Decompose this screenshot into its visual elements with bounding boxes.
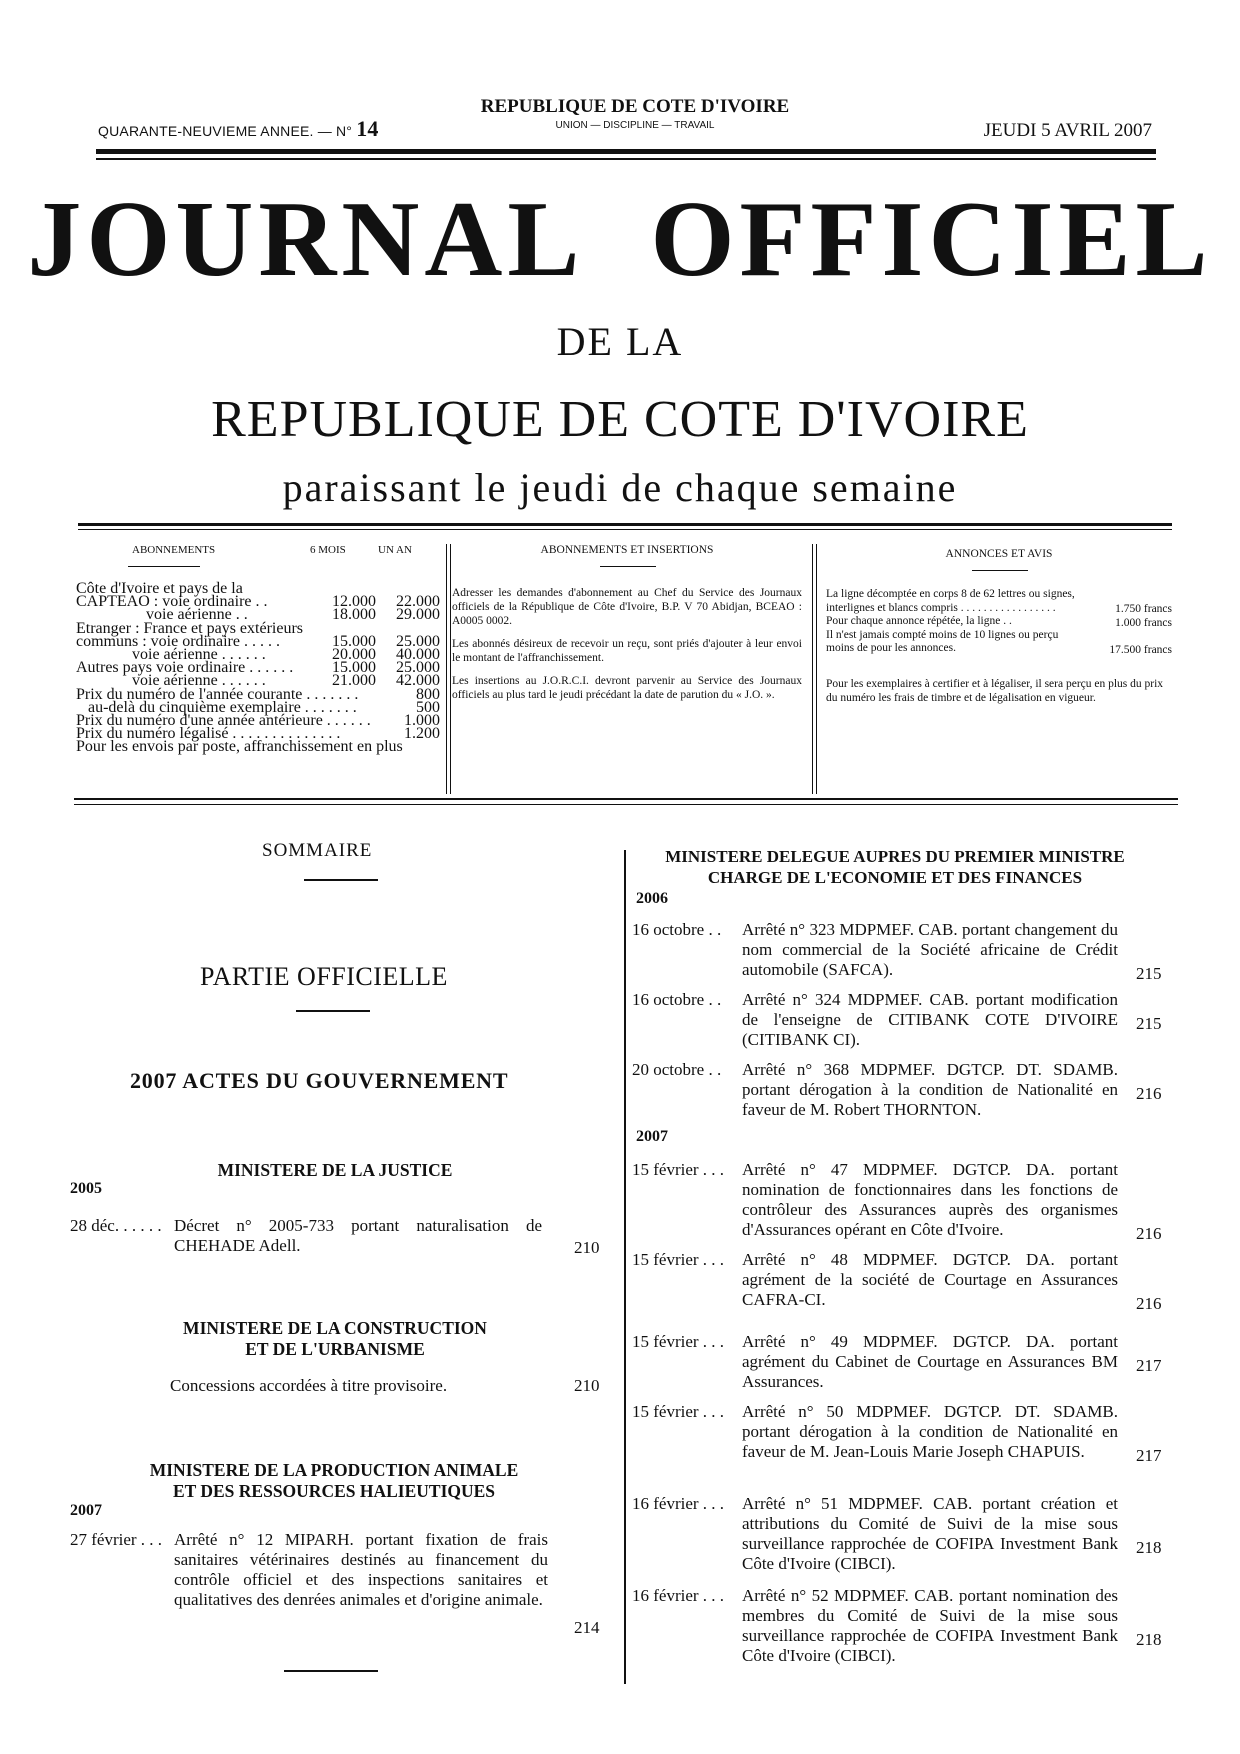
entry-text: Arrêté n° 323 MDPMEF. CAB. portant changement du nom commercial de la Société africaine de Crédit automobile (SAFCA). xyxy=(742,920,1118,979)
entry-text: Arrêté n° 52 MDPMEF. CAB. portant nomination des membres du Comité de Suivi de la mise sous surveillance rapprochée de COFIPA Investment Bank Côte d'Ivoire (CIBCI). xyxy=(742,1586,1118,1665)
partie-rule xyxy=(296,1010,370,1012)
year-2005: 2005 xyxy=(70,1180,102,1197)
economie-entry xyxy=(632,1060,1172,1119)
entry-page: 210 xyxy=(574,1376,600,1395)
box-divider-right-inner xyxy=(816,544,817,794)
journal-title: JOURNAL OFFICIEL xyxy=(27,180,1213,299)
economie-entry xyxy=(632,990,1172,1049)
box-bottom-rule-thin xyxy=(74,804,1178,805)
entry-page: 218 xyxy=(1136,1538,1162,1557)
abonnements-row xyxy=(76,685,440,703)
abonnements-row xyxy=(76,619,440,637)
header-rule-thin xyxy=(96,158,1156,160)
insertions-paragraph-address: Adresser les demandes d'abonnement au Chef du Service des Journaux officiels de la République de Côte d'Ivoire, B.P. V 70 Abidjan, BCEAO : A0005 0002. xyxy=(452,587,802,628)
title-rule xyxy=(78,523,1172,526)
abonnements-row-6mois: 20.000 xyxy=(332,645,376,663)
economie-entry xyxy=(632,1402,1172,1468)
entry-text: Arrêté n° 324 MDPMEF. CAB. portant modification de l'enseigne de CITIBANK COTE D'IVOIRE (CITIBANK CI). xyxy=(742,990,1118,1049)
box-bottom-rule xyxy=(74,798,1178,800)
entry-date: 16 octobre . . xyxy=(632,990,722,1009)
sommaire-rule xyxy=(304,879,378,881)
entry-text: Arrêté n° 51 MDPMEF. CAB. portant création et attributions du Comité de Suivi de la mise sous surveillance rapprochée de COFIPA Investment Bank Côte d'Ivoire (CIBCI). xyxy=(742,1494,1118,1573)
abonnements-row-label: Pour les envois par poste, affranchissement en plus xyxy=(76,738,403,756)
abonnements-row-label: Côte d'Ivoire et pays de la xyxy=(76,580,243,597)
abonnements-row xyxy=(76,593,440,611)
abonnements-col-1an: UN AN xyxy=(378,544,412,556)
abonnements-row xyxy=(76,606,440,624)
publication-frequency: paraissant le jeudi de chaque semaine xyxy=(282,465,958,510)
ministere-justice: MINISTERE DE LA JUSTICE xyxy=(217,1160,453,1180)
insertions-head-rule xyxy=(600,566,656,567)
entry-page: 215 xyxy=(1136,1014,1162,1033)
abonnements-row-1an: 1.200 xyxy=(404,725,440,743)
entry-date: 15 février . . . xyxy=(632,1402,725,1421)
abonnements-row-label: CAPTEAO : voie ordinaire . . xyxy=(76,593,268,611)
economie-entry xyxy=(632,1250,1172,1316)
abonnements-row xyxy=(76,632,440,650)
issue-year-label: QUARANTE-NEUVIEME ANNEE. — N° xyxy=(98,123,353,139)
entry-page: 215 xyxy=(1136,964,1162,983)
abonnements-row xyxy=(76,672,440,690)
entry-page: 214 xyxy=(574,1618,600,1637)
annonces-avis xyxy=(826,548,1172,705)
abonnements-row-label: Autres pays voie ordinaire . . . . . . xyxy=(76,659,294,677)
abonnements-row-1an: 25.000 xyxy=(396,659,440,677)
abonnements-row xyxy=(76,698,440,716)
entry-date: 16 octobre . . xyxy=(632,920,722,939)
entry-date: 20 octobre . . xyxy=(632,1060,722,1079)
year-2007-right: 2007 xyxy=(636,1128,668,1145)
abonnements-row-label: voie aérienne . . . . . . xyxy=(132,672,266,690)
entry-date: 15 février . . . xyxy=(632,1160,725,1179)
abonnements-row-label: communs : voie ordinaire . . . . . xyxy=(76,632,280,650)
abonnements-row-6mois: 12.000 xyxy=(332,593,376,611)
abonnements-row-1an: 1.000 xyxy=(404,711,440,729)
journal-subtitle-de-la: DE LA xyxy=(556,319,684,364)
abonnements-row-1an: 800 xyxy=(416,685,440,703)
abonnements-row-label: voie aérienne . . xyxy=(146,606,248,624)
abonnements-col-6mois: 6 MOIS xyxy=(310,544,346,556)
entry-text: Arrêté n° 368 MDPMEF. DGTCP. DT. SDAMB. portant dérogation à la condition de Nationalité en faveur de M. Robert THORNTON. xyxy=(742,1060,1118,1119)
annonces-legalisation: Pour les exemplaires à certifier et à légaliser, il sera perçu en plus du prix du numéro les frais de timbre et de légalisation en vigueur. xyxy=(826,677,1164,704)
left-column-end-rule xyxy=(284,1670,378,1672)
entry-text: Arrêté n° 49 MDPMEF. DGTCP. DA. portant agrément du Cabinet de Courtage en Assurances BM Assurances. xyxy=(742,1332,1118,1391)
ministere-production-animale xyxy=(104,1460,564,1502)
entry-date: 15 février . . . xyxy=(632,1250,725,1269)
insertions-paragraph-deadline: Les insertions au J.O.R.C.I. devront parvenir au Service des Journaux officiels au plus tard le jeudi précédant la date de parution du « J.O. ». xyxy=(452,675,802,702)
abonnements-row-label: Etranger : France et pays extérieurs xyxy=(76,619,304,637)
annonces-item-minimum xyxy=(826,629,1172,656)
box-divider-right xyxy=(812,544,813,794)
entry-date: 27 février . . . xyxy=(70,1530,163,1549)
ministere-economie-finances xyxy=(630,846,1160,888)
annonces-title: ANNONCES ET AVIS xyxy=(945,548,1053,560)
annonces-item-price: 17.500 francs xyxy=(1109,643,1172,656)
ministere-economie-line1: MINISTERE DELEGUE AUPRES DU PREMIER MINISTRE xyxy=(665,847,1125,866)
header-rule xyxy=(96,149,1156,154)
abonnements-row-label: Prix du numéro légalisé . . . . . . . . . . . . . . xyxy=(76,725,341,743)
ministere-production-line2: ET DES RESSOURCES HALIEUTIQUES xyxy=(172,1481,496,1501)
entry-production-arrete-12 xyxy=(70,1530,600,1640)
economie-entry xyxy=(632,1332,1172,1391)
annonces-head-rule xyxy=(972,570,1028,571)
abonnements-row-label: Prix du numéro de l'année courante . . . . . . . xyxy=(76,685,359,703)
entry-page: 217 xyxy=(1136,1356,1162,1375)
entry-page: 217 xyxy=(1136,1446,1162,1465)
entry-date: 28 déc. . . . . . xyxy=(70,1216,162,1235)
abonnements-row-label: au-delà du cinquième exemplaire . . . . . . . xyxy=(88,698,357,716)
entry-text: Décret n° 2005-733 portant naturalisation de CHEHADE Adell. xyxy=(174,1216,542,1255)
ministere-construction-line1: MINISTERE DE LA CONSTRUCTION xyxy=(183,1318,487,1338)
entry-text: Arrêté n° 47 MDPMEF. DGTCP. DA. portant nomination de fonctionnaires dans les fonctions de contrôleur des Assurances auprès des organismes d'Assurances opérant en Côte d'Ivoire. xyxy=(742,1160,1118,1239)
abonnements-row-6mois: 15.000 xyxy=(332,659,376,677)
abonnements-row-1an: 40.000 xyxy=(396,645,440,663)
abonnements-row xyxy=(76,580,440,597)
abonnements-row-6mois: 15.000 xyxy=(332,632,376,650)
entry-date: 15 février . . . xyxy=(632,1332,725,1351)
annonces-item-price: 1.750 francs xyxy=(1115,603,1172,616)
economie-entry xyxy=(632,1586,1172,1665)
entry-text: Concessions accordées à titre provisoire. xyxy=(170,1376,448,1395)
partie-officielle: PARTIE OFFICIELLE xyxy=(200,962,448,991)
abonnements-row-1an: 42.000 xyxy=(396,672,440,690)
annonces-item-text: La ligne décomptée en corps 8 de 62 lettres ou signes, interlignes et blancs compris . . . . . . . . . . . . . . . . . xyxy=(826,588,1075,614)
header-motto: UNION — DISCIPLINE — TRAVAIL xyxy=(555,120,715,131)
year-2006: 2006 xyxy=(636,890,668,907)
economie-entry xyxy=(632,920,1172,986)
abonnements-row-6mois: 18.000 xyxy=(332,606,376,624)
annonces-item-text: Il n'est jamais compté moins de 10 lignes ou perçu moins de pour les annonces. xyxy=(826,628,1059,655)
abonnements-table xyxy=(76,580,440,756)
entry-date: 16 février . . . xyxy=(632,1494,725,1513)
entry-page: 216 xyxy=(1136,1294,1162,1313)
entry-page: 216 xyxy=(1136,1084,1162,1103)
sommaire-title: SOMMAIRE xyxy=(262,840,373,861)
abonnements-row-1an: 25.000 xyxy=(396,632,440,650)
abonnements-title: ABONNEMENTS xyxy=(132,544,216,556)
ministere-production-line1: MINISTERE DE LA PRODUCTION ANIMALE xyxy=(149,1460,519,1480)
abonnements-row-label: voie aérienne . . . . . . xyxy=(132,645,266,663)
abonnements-row-1an: 500 xyxy=(416,698,440,716)
entry-page: 218 xyxy=(1136,1630,1162,1649)
entry-text: Arrêté n° 12 MIPARH. portant fixation de frais sanitaires vétérinaires destinés au financement du contrôle officiel et des inspections sanitaires et qualitatives des denrées animales et d'origine animale. xyxy=(174,1530,548,1609)
insertions-title: ABONNEMENTS ET INSERTIONS xyxy=(540,544,714,556)
annonces-item-repetee xyxy=(826,615,1172,629)
annonces-item-text: Pour chaque annonce répétée, la ligne . . xyxy=(826,615,1012,628)
entry-page: 216 xyxy=(1136,1224,1162,1243)
abonnements-row-1an: 22.000 xyxy=(396,593,440,611)
annonces-item-ligne xyxy=(826,588,1172,615)
ministere-construction-line2: ET DE L'URBANISME xyxy=(245,1339,425,1359)
column-divider xyxy=(624,850,626,1684)
abonnements-row xyxy=(76,738,440,756)
issue-number: 14 xyxy=(356,116,379,141)
abonnements-row xyxy=(76,659,440,677)
abonnements-row xyxy=(76,725,440,743)
box-divider-left xyxy=(446,544,447,794)
annonces-item-price: 1.000 francs xyxy=(1115,616,1172,629)
economie-entry xyxy=(632,1160,1172,1246)
entry-construction-concessions xyxy=(170,1376,600,1398)
ministere-economie-line2: CHARGE DE L'ECONOMIE ET DES FINANCES xyxy=(707,868,1083,887)
entry-justice-decret xyxy=(70,1216,600,1260)
journal-subtitle-republic: REPUBLIQUE DE COTE D'IVOIRE xyxy=(211,391,1029,448)
abonnements-row-label: Prix du numéro d'une année antérieure . . . . . . xyxy=(76,711,371,729)
box-divider-left-inner xyxy=(450,544,451,794)
economie-entry xyxy=(632,1494,1172,1573)
issue-date: JEUDI 5 AVRIL 2007 xyxy=(983,120,1152,141)
header-republic xyxy=(460,96,810,131)
ministere-construction xyxy=(120,1318,550,1360)
entry-text: Arrêté n° 50 MDPMEF. DGTCP. DT. SDAMB. portant dérogation à la condition de Nationalité en faveur de M. Jean-Louis Marie Joseph CHAPUIS. xyxy=(742,1402,1118,1461)
entry-date: 16 février . . . xyxy=(632,1586,725,1605)
abonnements-row xyxy=(76,711,440,729)
abonnements-head-rule xyxy=(128,566,200,567)
abonnements-row-1an: 29.000 xyxy=(396,606,440,624)
issue-number-line xyxy=(98,116,379,142)
actes-gouvernement: 2007 ACTES DU GOUVERNEMENT xyxy=(130,1068,509,1093)
abonnements-insertions xyxy=(452,544,802,702)
entry-text: Arrêté n° 48 MDPMEF. DGTCP. DA. portant agrément de la société de Courtage en Assurances CAFRA-CI. xyxy=(742,1250,1118,1309)
abonnements-row xyxy=(76,645,440,663)
year-2007-left: 2007 xyxy=(70,1502,102,1519)
title-rule-thin xyxy=(78,529,1172,530)
entry-page: 210 xyxy=(574,1238,600,1257)
abonnements-row-6mois: 21.000 xyxy=(332,672,376,690)
header-republic-name: REPUBLIQUE DE COTE D'IVOIRE xyxy=(480,96,790,117)
insertions-paragraph-receipt: Les abonnés désireux de recevoir un reçu, sont priés d'ajouter à leur envoi le montant de l'affranchissement. xyxy=(452,638,802,665)
